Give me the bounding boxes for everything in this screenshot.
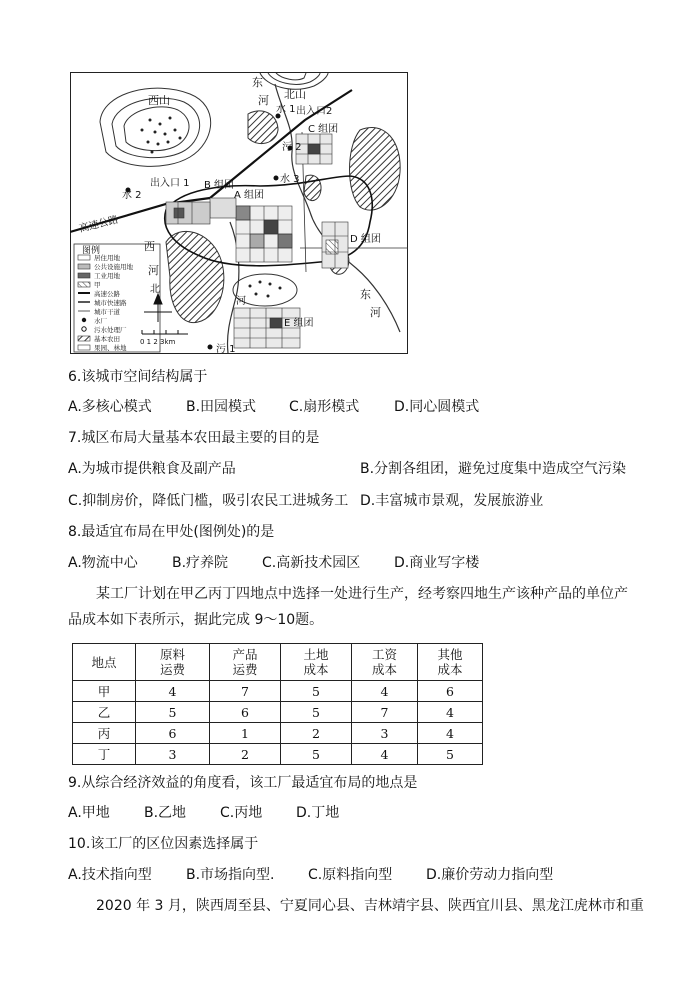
table-cell: 6 [210, 702, 281, 723]
table-cell: 乙 [73, 702, 136, 723]
table-cell: 5 [136, 702, 210, 723]
table-cell: 丙 [73, 723, 136, 744]
option-b[interactable]: B.疗养院 [172, 555, 229, 571]
cost-table [72, 643, 483, 765]
table-cell: 3 [136, 744, 210, 765]
label-legend-title: 图例 [82, 246, 101, 256]
question-10-stem: 10.该工厂的区位因素选择属于 [68, 836, 259, 852]
question-9-stem: 9.从综合经济效益的角度看，该工厂最适宜布局的地点是 [68, 775, 418, 791]
table-cell: 甲 [73, 681, 136, 702]
legend-item: 城市干道 [94, 308, 120, 316]
label-group-d: D 组团 [350, 234, 381, 245]
option-c[interactable]: C.高新技术园区 [262, 555, 361, 571]
label-he3: 河 [236, 296, 246, 307]
label-shui1: 水 1 [276, 104, 296, 115]
option-a[interactable]: A.多核心模式 [68, 399, 152, 415]
legend-item: 水厂 [94, 317, 107, 325]
label-he1: 河 [258, 94, 269, 107]
label-bei: 北 [150, 284, 160, 295]
option-a[interactable]: A.技术指向型 [68, 867, 152, 883]
table-cell: 7 [210, 681, 281, 702]
option-c[interactable]: C.原料指向型 [308, 867, 393, 883]
table-cell: 7 [352, 702, 418, 723]
label-scale: 0 1 2 3km [140, 338, 176, 346]
label-highway: 高速公路 [78, 214, 120, 235]
label-group-e: E 组团 [284, 318, 314, 329]
label-group-b: B 组团 [204, 180, 235, 191]
option-d[interactable]: D.丁地 [296, 805, 340, 821]
question-6-stem: 6.该城市空间结构属于 [68, 369, 208, 385]
label-he2: 河 [148, 264, 159, 277]
table-header: 原料 运费 [136, 644, 210, 681]
group-b [166, 202, 210, 224]
legend-item: 工业用地 [94, 272, 120, 280]
table-cell: 5 [418, 744, 483, 765]
legend-item: 公共设施用地 [94, 263, 133, 271]
legend-item: 果园、林地 [94, 344, 127, 352]
option-d[interactable]: D.商业写字楼 [394, 555, 480, 571]
table-cell: 4 [352, 681, 418, 702]
option-b[interactable]: B.市场指向型. [186, 867, 275, 883]
label-shui2: 水 2 [122, 190, 142, 201]
table-header-row [73, 644, 483, 681]
table-cell: 4 [352, 744, 418, 765]
option-c[interactable]: C.丙地 [220, 805, 263, 821]
label-entrance2: 出入口2 [296, 106, 333, 117]
option-a[interactable]: A.物流中心 [68, 555, 138, 571]
table-header: 土地 成本 [281, 644, 352, 681]
label-dong2: 东 [360, 288, 371, 301]
table-cell: 2 [281, 723, 352, 744]
label-group-a: A 组团 [234, 190, 265, 201]
table-cell: 5 [281, 744, 352, 765]
label-wu1: 污 1 [216, 344, 236, 354]
table-row [73, 744, 483, 765]
option-b[interactable]: B.田园模式 [186, 399, 257, 415]
option-a[interactable]: A.为城市提供粮食及副产品 [68, 461, 236, 477]
option-c[interactable]: C.扇形模式 [289, 399, 360, 415]
option-c[interactable]: C.抑制房价，降低门槛，吸引农民工进城务工 [68, 493, 349, 509]
label-entrance1: 出入口 1 [150, 178, 190, 189]
label-he4: 河 [370, 306, 381, 319]
label-shui3: 水 3 [280, 174, 300, 185]
option-b[interactable]: B.分割各组团，避免过度集中造成空气污染 [360, 461, 627, 477]
farmland-center [304, 175, 321, 200]
table-cell: 6 [136, 723, 210, 744]
option-a[interactable]: A.甲地 [68, 805, 110, 821]
table-cell: 丁 [73, 744, 136, 765]
table-cell: 4 [418, 723, 483, 744]
table-cell: 3 [352, 723, 418, 744]
table-row [73, 702, 483, 723]
table-cell: 6 [418, 681, 483, 702]
label-xishan: 西山 [148, 94, 170, 107]
legend-item: 甲 [94, 281, 101, 289]
city-map-figure [70, 72, 408, 354]
passage-intro: 某工厂计划在甲乙丙丁四地点中选择一处进行生产，经考察四地生产该种产品的单位产品成本如下表所示，据此完成 9～10题。 [68, 586, 628, 628]
table-cell: 4 [136, 681, 210, 702]
table-row [73, 723, 483, 744]
legend-item: 高速公路 [94, 290, 120, 298]
question-7-stem: 7.城区布局大量基本农田最主要的目的是 [68, 430, 320, 446]
legend-item: 居住用地 [94, 254, 120, 262]
table-cell: 1 [210, 723, 281, 744]
label-group-c: C 组团 [308, 124, 339, 135]
option-d[interactable]: D.廉价劳动力指向型 [426, 867, 554, 883]
table-cell: 5 [281, 702, 352, 723]
table-row [73, 681, 483, 702]
label-beishan: 北山 [284, 88, 306, 101]
legend-item: 城市快速路 [94, 299, 127, 307]
table-cell: 2 [210, 744, 281, 765]
label-dong1: 东 [252, 76, 263, 89]
table-header: 产品 运费 [210, 644, 281, 681]
group-d [322, 222, 348, 268]
table-header: 其他 成本 [418, 644, 483, 681]
legend-item: 污水处理厂 [94, 326, 127, 334]
table-cell: 4 [418, 702, 483, 723]
table-header: 地点 [73, 644, 136, 681]
option-d[interactable]: D.同心圆模式 [394, 399, 480, 415]
label-xi: 西 [144, 240, 155, 253]
table-header: 工资 成本 [352, 644, 418, 681]
option-b[interactable]: B.乙地 [144, 805, 187, 821]
option-d[interactable]: D.丰富城市景观，发展旅游业 [360, 493, 544, 509]
label-wu2: 污 2 [282, 142, 302, 153]
passage-tail: 2020 年 3 月，陕西周至县、宁夏同心县、吉林靖宇县、陕西宜川县、黑龙江虎林市和重 [96, 898, 644, 914]
legend-item: 基本农田 [94, 335, 120, 343]
table-cell: 5 [281, 681, 352, 702]
question-8-stem: 8.最适宜布局在甲处(图例处)的是 [68, 524, 275, 540]
